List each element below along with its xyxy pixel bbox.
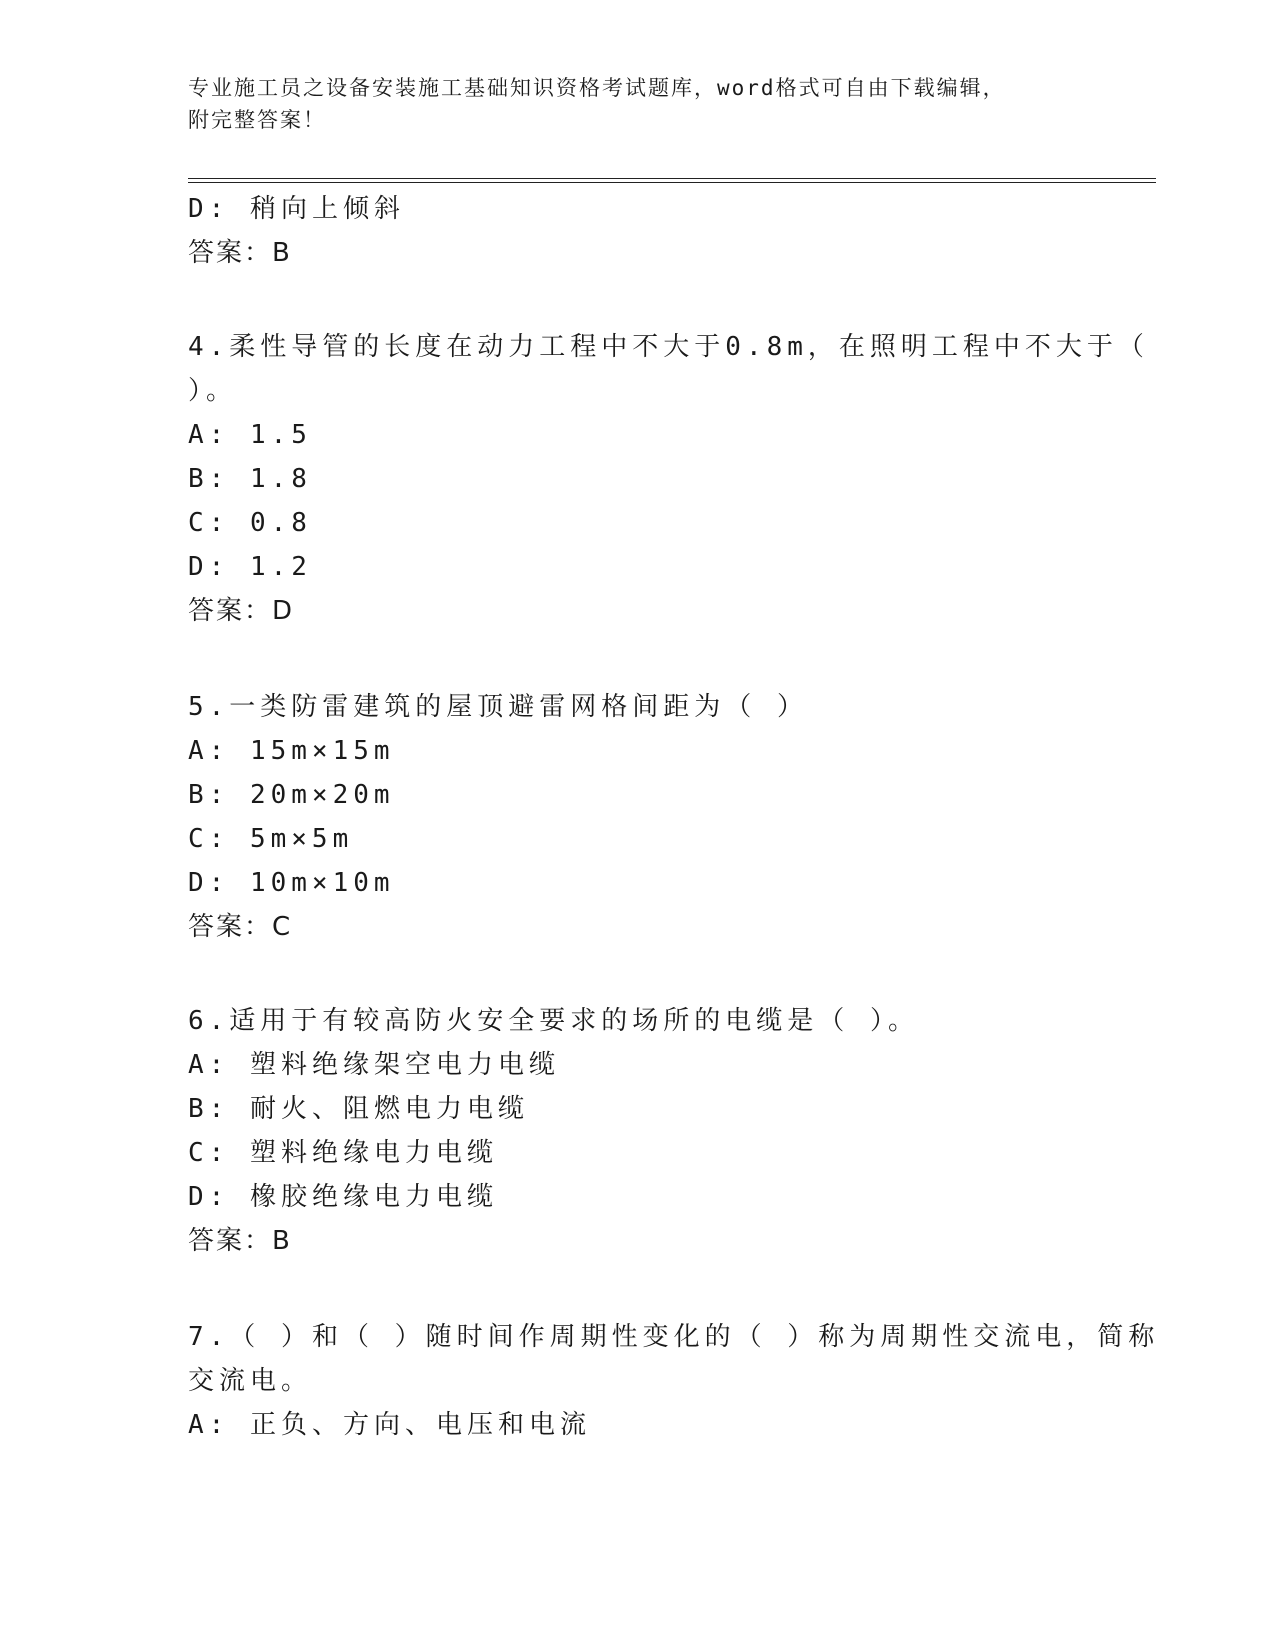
header-line-1: 专业施工员之设备安装施工基础知识资格考试题库，word格式可自由下载编辑， — [188, 76, 1006, 100]
q6-answer: 答案：B — [188, 1226, 292, 1256]
document-header — [188, 72, 1088, 136]
q5-option-a: A: 15m×15m — [188, 736, 395, 766]
header-divider — [188, 178, 1156, 183]
q4-option-d: D: 1.2 — [188, 552, 312, 582]
q7-option-a: A: 正负、方向、电压和电流 — [188, 1410, 591, 1440]
q6-option-c: C: 塑料绝缘电力电缆 — [188, 1138, 498, 1168]
q5-option-d: D: 10m×10m — [188, 868, 395, 898]
q3-option-d: D: 稍向上倾斜 — [188, 194, 405, 224]
q5-stem: 5.一类防雷建筑的屋顶避雷网格间距为（ ） — [188, 692, 808, 722]
q6-option-b: B: 耐火、阻燃电力电缆 — [188, 1094, 529, 1124]
q4-stem-line-2: ）。 — [188, 376, 238, 406]
q6-stem: 6.适用于有较高防火安全要求的场所的电缆是（ ）。 — [188, 1006, 919, 1036]
q6-option-d: D: 橡胶绝缘电力电缆 — [188, 1182, 498, 1212]
q5-answer: 答案：C — [188, 912, 293, 942]
q7-stem-line-2: 交流电。 — [188, 1366, 313, 1396]
q4-stem-line-1: 4.柔性导管的长度在动力工程中不大于0.8m，在照明工程中不大于（ — [188, 332, 1149, 362]
header-line-2: 附完整答案！ — [188, 108, 326, 132]
q5-option-b: B: 20m×20m — [188, 780, 395, 810]
q6-option-a: A: 塑料绝缘架空电力电缆 — [188, 1050, 560, 1080]
q3-answer: 答案：B — [188, 238, 292, 268]
q5-option-c: C: 5m×5m — [188, 824, 354, 854]
q7-stem-line-1: 7.（ ）和（ ）随时间作周期性变化的（ ）称为周期性交流电，简称 — [188, 1322, 1160, 1352]
q4-option-c: C: 0.8 — [188, 508, 312, 538]
q4-option-b: B: 1.8 — [188, 464, 312, 494]
q4-option-a: A: 1.5 — [188, 420, 312, 450]
q4-answer: 答案：D — [188, 596, 295, 626]
